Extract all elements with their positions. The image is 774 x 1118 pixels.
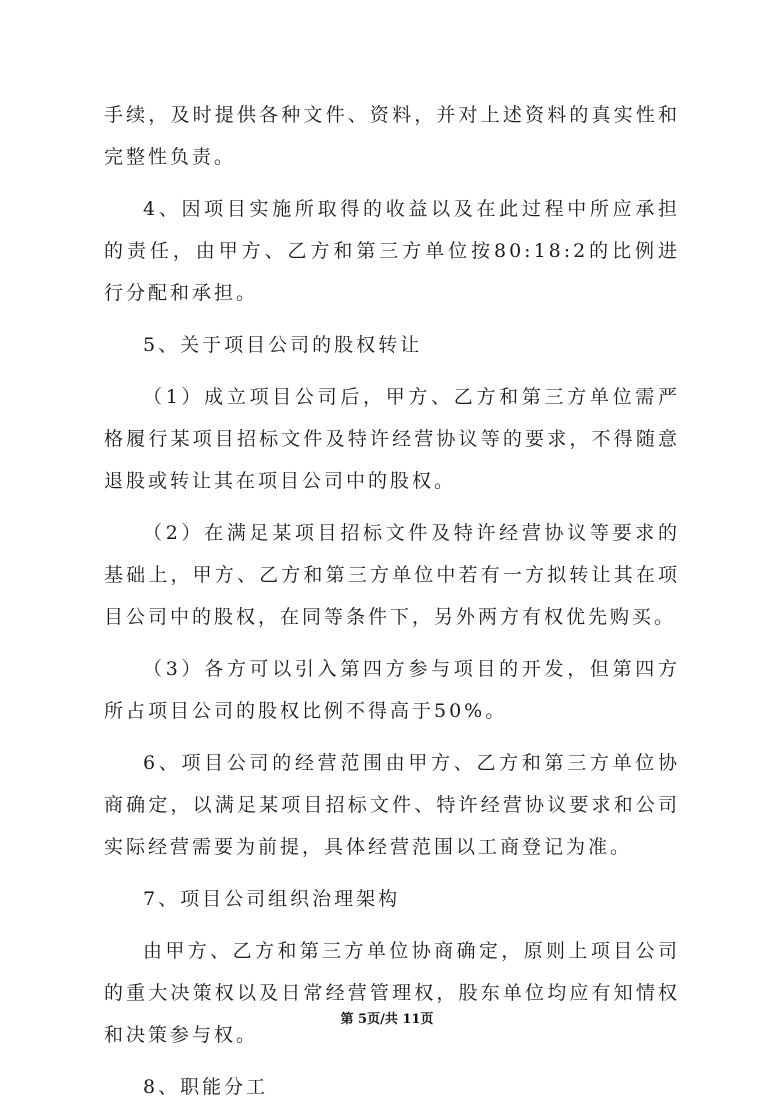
paragraph-item-5-3: （3）各方可以引入第四方参与项目的开发，但第四方所占项目公司的股权比例不得高于50%。 (104, 658, 680, 722)
paragraph-item-6: 6、项目公司的经营范围由甲方、乙方和第三方单位协商确定，以满足某项目招标文件、特许经营协议要求和公司实际经营需要为前提，具体经营范围以工商登记为准。 (104, 752, 680, 858)
paragraph-item-7-heading: 7、项目公司组织治理架构 (143, 888, 401, 910)
paragraph-item-8-heading: 8、职能分工 (143, 1076, 269, 1098)
document-body (104, 94, 680, 1118)
paragraph-item-4: 4、因项目实施所取得的收益以及在此过程中所应承担的责任，由甲方、乙方和第三方单位按80:18:2的比例进行分配和承担。 (104, 198, 680, 304)
paragraph-item-5-heading: 5、关于项目公司的股权转让 (143, 334, 423, 356)
paragraph-continuation: 手续，及时提供各种文件、资料，并对上述资料的真实性和完整性负责。 (104, 104, 680, 168)
paragraph-item-5-1: （1）成立项目公司后，甲方、乙方和第三方单位需严格履行某项目招标文件及特许经营协议等的要求，不得随意退股或转让其在项目公司中的股权。 (104, 386, 680, 492)
paragraph-item-5-2: （2）在满足某项目招标文件及特许经营协议等要求的基础上，甲方、乙方和第三方单位中若有一方拟转让其在项目公司中的股权，在同等条件下，另外两方有权优先购买。 (104, 522, 680, 628)
page-number-footer: 第 5页/共 11页 (340, 1012, 434, 1027)
paragraph-item-7-body: 由甲方、乙方和第三方单位协商确定，原则上项目公司的重大决策权以及日常经营管理权，股东单位均应有知情权和决策参与权。 (104, 940, 680, 1046)
